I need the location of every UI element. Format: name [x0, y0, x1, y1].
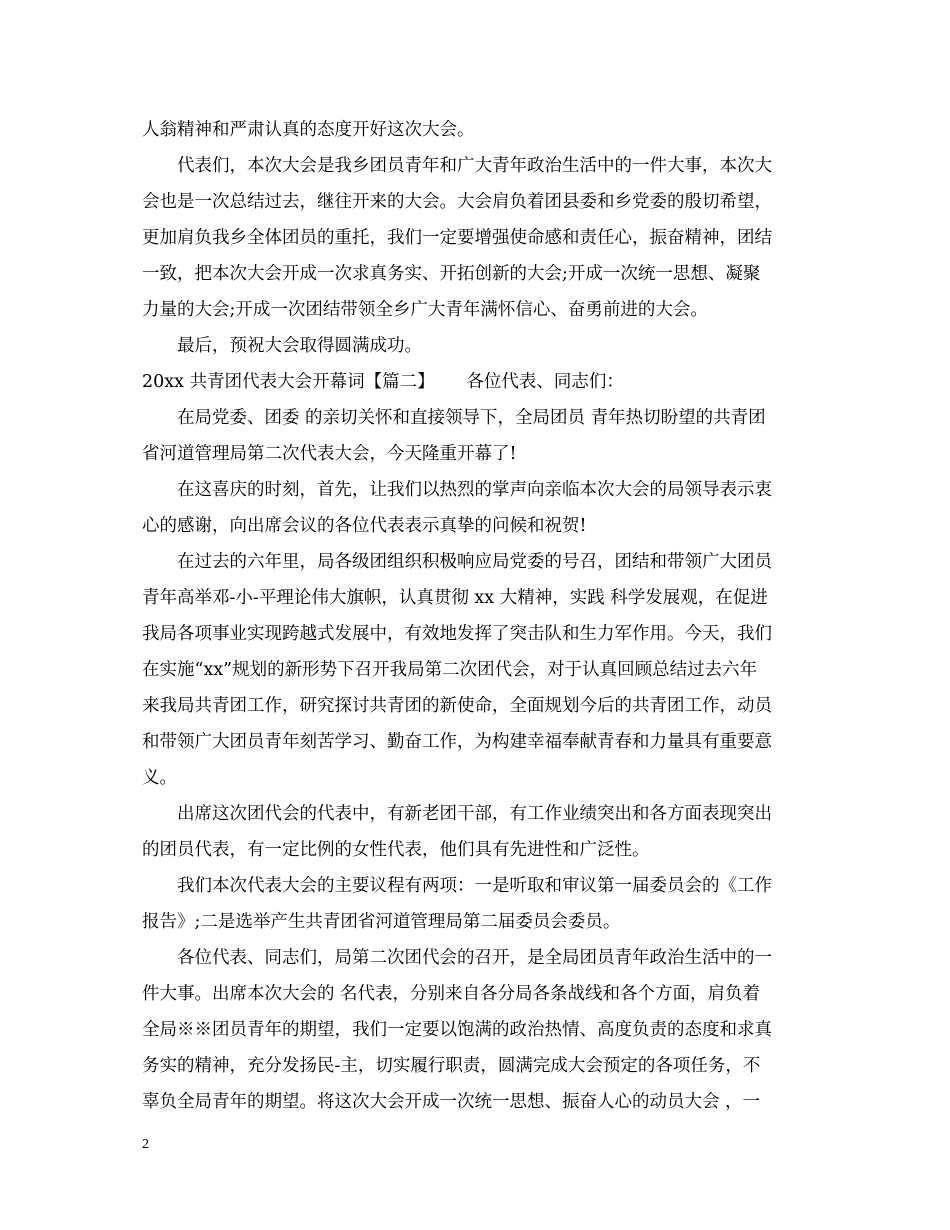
text-line: 在这喜庆的时刻，首先，让我们以热烈的掌声向亲临本次大会的局领导表示衷	[177, 480, 772, 500]
text-line: 更加肩负我乡全体团员的重托，我们一定要增强使命感和责任心，振奋精神，团结	[142, 228, 772, 248]
text-line: 代表们，本次大会是我乡团员青年和广大青年政治生活中的一件大事，本次大	[177, 156, 772, 176]
text-line: 在局党委、团委 的亲切关怀和直接领导下，全局团员 青年热切盼望的共青团	[177, 408, 766, 428]
text-line: 人翁精神和严肃认真的态度开好这次大会。	[142, 120, 475, 140]
text-line: 辜负全局青年的期望。将这次大会开成一次统一思想、振奋人心的动员大会 ，一	[142, 1092, 761, 1112]
text-line: 报告》;二是选举产生共青团省河道管理局第二届委员会委员。	[142, 912, 621, 932]
text-line: 最后，预祝大会取得圆满成功。	[177, 336, 422, 356]
text-line: 我们本次代表大会的主要议程有两项：一是听取和审议第一届委员会的《工作	[177, 876, 772, 896]
text-line: 来我局共青团工作，研究探讨共青团的新使命，全面规划今后的共青团工作，动员	[142, 696, 772, 716]
text-line: 全局※※团员青年的期望，我们一定要以饱满的政治热情、高度负责的态度和求真	[142, 1020, 772, 1040]
text-line: 会也是一次总结过去，继往开来的大会。大会肩负着团县委和乡党委的殷切希望，	[142, 192, 772, 212]
text-line: 的团员代表，有一定比例的女性代表，他们具有先进性和广泛性。	[142, 840, 650, 860]
page-number: 2	[142, 1137, 149, 1152]
text-line: 务实的精神，充分发扬民-主，切实履行职责，圆满完成大会预定的各项任务，不	[142, 1056, 761, 1076]
text-line: 省河道管理局第二次代表大会，今天隆重开幕了!	[142, 444, 517, 464]
text-line: 义。	[142, 768, 177, 788]
text-line: 出席这次团代会的代表中，有新老团干部，有工作业绩突出和各方面表现突出	[177, 804, 772, 824]
document-body	[142, 112, 812, 1120]
text-line: 各位代表、同志们，局第二次团代会的召开，是全局团员青年政治生活中的一	[177, 948, 772, 968]
text-line: 一致，把本次大会开成一次求真务实、开拓创新的大会;开成一次统一思想、凝聚	[142, 264, 761, 284]
text-line: 心的感谢，向出席会议的各位代表表示真挚的问候和祝贺!	[142, 516, 587, 536]
text-line: 在实施“xx”规划的新形势下召开我局第二次团代会，对于认真回顾总结过去六年	[142, 660, 758, 680]
text-line: 和带领广大团员青年刻苦学习、勤奋工作，为构建幸福奉献青春和力量具有重要意	[142, 732, 772, 752]
text-line: 青年高举邓-小-平理论伟大旗帜，认真贯彻 xx 大精神，实践 科学发展观，在促进	[142, 588, 768, 608]
text-line: 在过去的六年里，局各级团组织积极响应局党委的号召，团结和带领广大团员	[177, 552, 772, 572]
text-line: 件大事。出席本次大会的 名代表，分别来自各分局各条战线和各个方面，肩负着	[142, 984, 761, 1004]
text-line: 力量的大会;开成一次团结带领全乡广大青年满怀信心、奋勇前进的大会。	[142, 300, 708, 320]
text-line: 我局各项事业实现跨越式发展中，有效地发挥了突击队和生力军作用。今天，我们	[142, 624, 772, 644]
text-line: 20xx 共青团代表大会开幕词【篇二】 各位代表、同志们：	[142, 372, 624, 392]
